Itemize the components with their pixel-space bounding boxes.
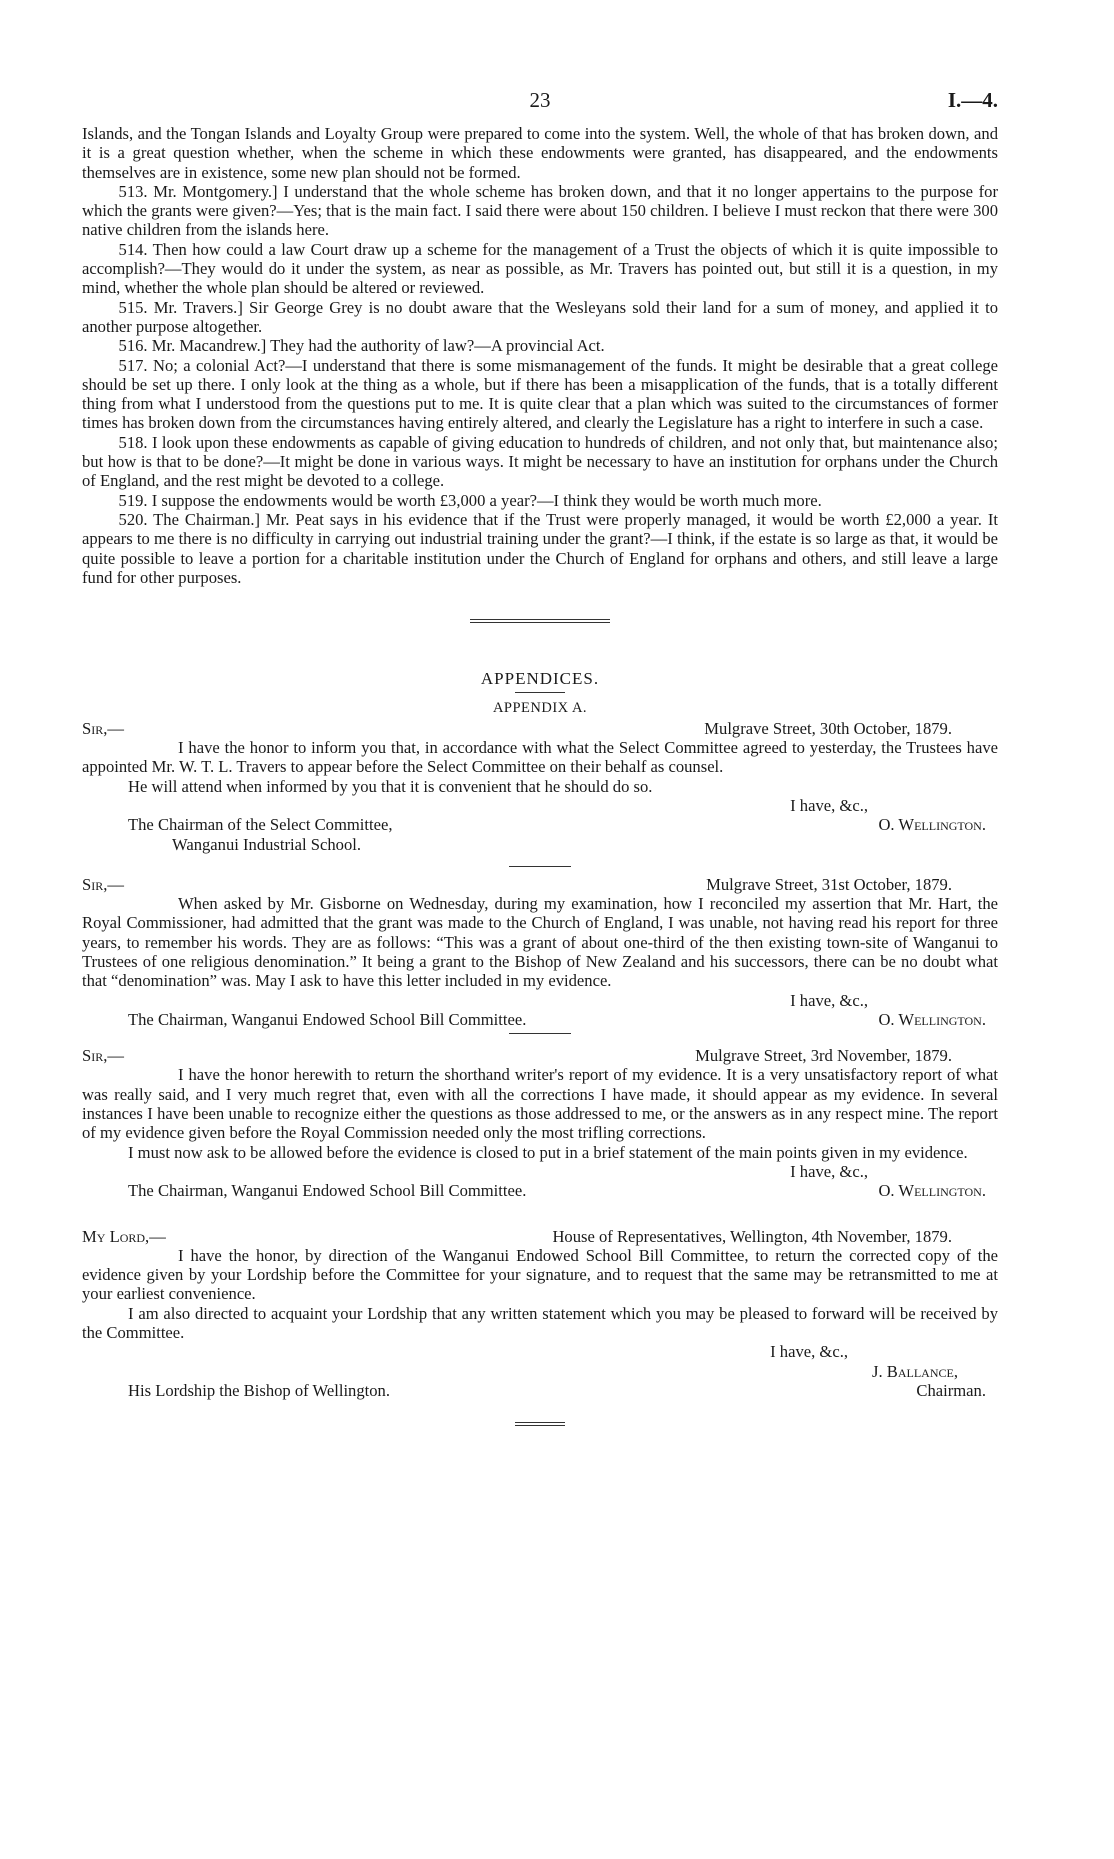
letter-signature-title: Chairman. bbox=[916, 1380, 986, 1400]
letter-closing: I have, &c., bbox=[790, 795, 868, 815]
evidence-paragraph: 517. No; a colonial Act?—I understand that there is some mismanagement of the funds. It might be desirable that a great college should be set up there. I only look at the thing as a whole, but if there has been a misapplication of the funds, that is a totally different thing from what I understood from the questions put to me. It is quite clear that a plan which was suited to the circumstances of former times has broken down from the circumstances having entirely altered, and clearly the Legislature has a right to interfere in such a case. bbox=[82, 355, 998, 433]
letter-addressee: The Chairman, Wanganui Endowed School Bill Committee. bbox=[128, 1009, 527, 1029]
letter-signature: O. Wellington. bbox=[878, 1009, 986, 1029]
letter-signature: O. Wellington. bbox=[878, 1181, 986, 1201]
letter-addressee: The Chairman, Wanganui Endowed School Bill Committee. bbox=[128, 1181, 527, 1201]
letter-addressee: His Lordship the Bishop of Wellington. bbox=[128, 1380, 391, 1400]
letter-salutation: Sir,— bbox=[82, 1046, 124, 1066]
letter-signature: J. Ballance, bbox=[872, 1361, 958, 1381]
evidence-paragraph: 519. I suppose the endowments would be worth £3,000 a year?—I think they would be worth much more. bbox=[118, 490, 822, 510]
letter-paragraph: I have the honor, by direction of the Wanganui Endowed School Bill Committee, to return the corrected copy of the evidence given by your Lordship before the Committee for your signature, and to request that the same may be retransmitted to me at your earliest convenience. bbox=[82, 1245, 998, 1304]
letter-closing: I have, &c., bbox=[770, 1342, 848, 1362]
evidence-section bbox=[82, 124, 998, 1426]
evidence-paragraph: 515. Mr. Travers.] Sir George Grey is no doubt aware that the Wesleyans sold their land for a sum of money, and applied it to another purpose altogether. bbox=[82, 297, 998, 336]
end-divider bbox=[515, 1422, 565, 1426]
evidence-paragraph: 516. Mr. Macandrew.] They had the authority of law?—A provincial Act. bbox=[118, 336, 605, 356]
letter-paragraph: He will attend when informed by you that it is convenient that he should do so. bbox=[128, 776, 653, 796]
letter-closing: I have, &c., bbox=[790, 990, 868, 1010]
letter-salutation: Sir,— bbox=[82, 718, 124, 738]
evidence-paragraph: 513. Mr. Montgomery.] I understand that the whole scheme has broken down, and that it no longer appertains to the purpose for which the grants were given?—Yes; that is the main fact. I said there were about 150 children. I believe I must reckon that there were 300 native children from the islands here. bbox=[82, 181, 998, 240]
evidence-paragraph: 514. Then how could a law Court draw up a scheme for the management of a Trust the objects of which it is quite impossible to accomplish?—They would do it under the system, as near as possible, as Mr. Travers has pointed out, but still it is a question, in my mind, whether the whole plan should be altered or reviewed. bbox=[82, 239, 998, 298]
heading-rule bbox=[515, 692, 565, 693]
document-reference: I.—4. bbox=[947, 88, 998, 112]
letter-paragraph: When asked by Mr. Gisborne on Wednesday, during my examination, how I reconciled my assertion that Mr. Hart, the Royal Commissioner, had admitted that the grant was made to the Church of England, I was unable, not having read his report for three years, to remember his words. They are as follows: “This was a grant of about one-third of the then existing town-site of Wanganui to Trustees of one religious denomination.” It being a grant to the Bishop of New Zealand and his successors, there can be no doubt what that “denomination” was. May I ask to have this letter included in my evidence. bbox=[82, 894, 998, 991]
page bbox=[82, 88, 998, 1426]
letter-salutation: My Lord,— bbox=[82, 1226, 166, 1246]
letter-3 bbox=[82, 1046, 998, 1200]
letter-signature: O. Wellington. bbox=[878, 815, 986, 835]
letter-paragraph: I am also directed to acquaint your Lordship that any written statement which you may be pleased to forward will be received by the Committee. bbox=[82, 1303, 998, 1343]
letter-place-date: House of Representatives, Wellington, 4th November, 1879. bbox=[552, 1226, 952, 1246]
letter-place-date: Mulgrave Street, 31st October, 1879. bbox=[706, 874, 952, 894]
letter-place-date: Mulgrave Street, 3rd November, 1879. bbox=[695, 1046, 952, 1066]
letter-2 bbox=[82, 875, 998, 1029]
evidence-paragraph: 518. I look upon these endowments as capable of giving education to hundreds of children, and not only that, but maintenance also; but how is that to be done?—It might be done in various ways. It might be necessary to have an institution for orphans under the Church of England, and the rest might be devoted to a college. bbox=[82, 432, 998, 491]
evidence-paragraph: 520. The Chairman.] Mr. Peat says in his evidence that if the Trust were properly managed, it would be worth £2,000 a year. It appears to me there is no difficulty in carrying out industrial training under the grant?—I think, if the estate is so large as that, it would be quite possible to leave a portion for a charitable institution under the Church of England for orphans and others, and still leave a large fund for other purposes. bbox=[82, 509, 998, 587]
evidence-paragraph: Islands, and the Tongan Islands and Loyalty Group were prepared to come into the system. Well, the whole of that has broken down, and it is a great question whether, when the scheme in which these endowments were granted, has disappeared, and the endowments themselves are in existence, some new plan should not be formed. bbox=[82, 124, 998, 182]
letter-closing: I have, &c., bbox=[790, 1161, 868, 1181]
page-header bbox=[82, 88, 998, 124]
letter-salutation: Sir,— bbox=[82, 874, 124, 894]
letter-paragraph: I must now ask to be allowed before the evidence is closed to put in a brief statement of the main points given in my evidence. bbox=[128, 1142, 968, 1162]
page-number: 23 bbox=[529, 88, 551, 112]
letter-addressee-line-2: Wanganui Industrial School. bbox=[172, 834, 361, 854]
letter-paragraph: I have the honor herewith to return the shorthand writer's report of my evidence. It is a very unsatisfactory report of what was really said, and I very much regret that, even with all the corrections I have made, it should appear as my evidence. In several instances I have been unable to recognize either the questions as those addressed to me, or the answers as in any respect mine. The report of my evidence given before the Royal Commission needed only the most trifling corrections. bbox=[82, 1065, 998, 1143]
letter-paragraph: I have the honor to inform you that, in accordance with what the Select Committee agreed to yesterday, the Trustees have appointed Mr. W. T. L. Travers to appear before the Select Committee on their behalf as counsel. bbox=[82, 738, 998, 777]
letter-place-date: Mulgrave Street, 30th October, 1879. bbox=[704, 718, 952, 738]
appendices-heading: APPENDICES. bbox=[480, 669, 600, 689]
appendix-a-heading: APPENDIX A. bbox=[492, 700, 588, 717]
letter-addressee: The Chairman of the Select Committee, bbox=[128, 815, 393, 835]
letter-4 bbox=[82, 1227, 998, 1401]
letter-1 bbox=[82, 719, 998, 854]
